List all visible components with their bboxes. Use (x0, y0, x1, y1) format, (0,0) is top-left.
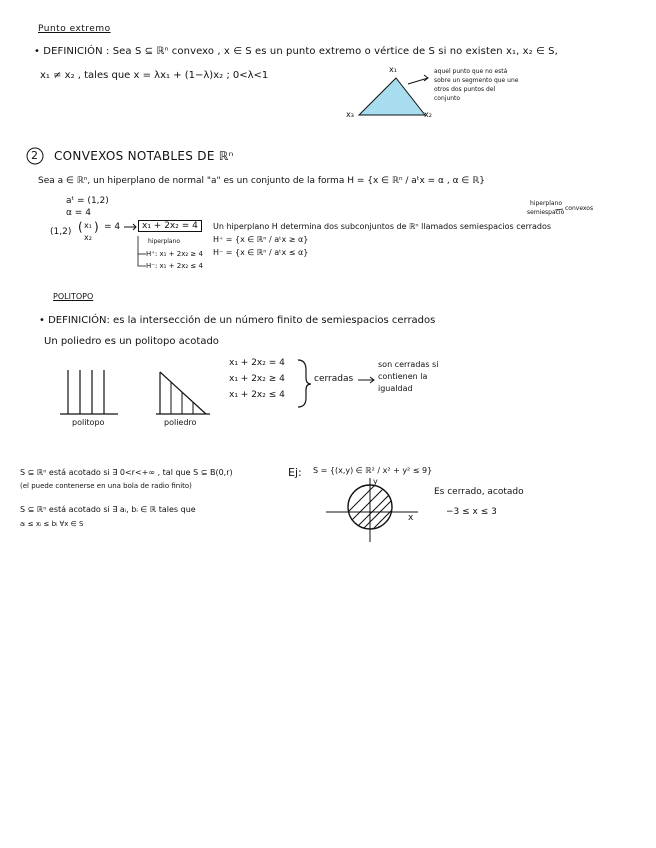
label-politopo: politopo (72, 418, 105, 427)
triangle-note-line-3: otros dos puntos del (434, 86, 496, 93)
hminus-definition: H⁻ = {x ∈ ℝⁿ / aᵗx ≤ α} (213, 248, 309, 257)
example-boxed-equation: x₁ + 2x₂ = 4 (138, 220, 202, 232)
matrix-bracket-left: ( (78, 220, 83, 234)
vertex-label-x2: x₂ (424, 110, 432, 119)
cerradas-note-line-2: contienen la (378, 372, 428, 381)
note-arrow-head (424, 75, 428, 81)
politopo-eq-1: x₁ + 2x₂ = 4 (229, 358, 285, 368)
example-x1: x₁ (84, 221, 92, 230)
politopo-definition: • DEFINICIÓN: es la intersección de un número finito de semiespacios cerrados (39, 315, 436, 326)
example-alpha: α = 4 (66, 208, 91, 218)
matrix-bracket-right: ) (94, 220, 99, 234)
section-title-politopo: POLITOPO (53, 292, 94, 301)
example-set: S = {(x,y) ∈ ℝ² / x² + y² ≤ 9} (313, 466, 433, 475)
curly-brace (298, 360, 311, 407)
acotado-definition-1-note: (el puede contenerse en una bola de radio finito) (20, 482, 192, 490)
example-at: aᵗ = (1,2) (66, 196, 109, 206)
note-arrow (408, 78, 428, 84)
triangle-shape (359, 78, 425, 115)
disc-example-sketch (326, 478, 418, 542)
definition-punto-extremo: • DEFINICIÓN : Sea S ⊆ ℝⁿ convexo , x ∈ S es un punto extremo o vértice de S si no existen x₁, x₂ ∈ S, (34, 46, 558, 57)
example-hiperplano-label: hiperplano (148, 238, 181, 245)
side-note-semiespacio: semiespacio (527, 209, 565, 216)
example-axis-x: x (408, 513, 414, 523)
example-axis-y: y (373, 477, 378, 486)
vertex-label-x3: x₃ (346, 110, 354, 119)
example-result: Es cerrado, acotado (434, 487, 524, 497)
side-note-hiperplano: hiperplano (530, 200, 563, 207)
example-hplus: H⁺: x₁ + 2x₂ ≥ 4 (146, 250, 203, 258)
halfspace-bracket (138, 236, 146, 266)
politopo-eq-3: x₁ + 2x₂ ≤ 4 (229, 390, 285, 400)
politopo-sketch (60, 370, 118, 414)
side-note-convexos: convexos (565, 205, 594, 212)
semiespacios-text: Un hiperplano H determina dos subconjuntos de ℝⁿ llamados semiespacios cerrados (213, 222, 552, 231)
hiperplano-definition: Sea a ∈ ℝⁿ, un hiperplano de normal "a" es un conjunto de la forma H = {x ∈ ℝⁿ / aᵗx = α , α ∈ ℝ} (38, 176, 485, 186)
poliedro-sketch (156, 372, 210, 414)
poliedro-text: Un poliedro es un politopo acotado (44, 336, 219, 347)
example-label: Ej: (288, 466, 302, 479)
definition-punto-extremo-cont: x₁ ≠ x₂ , tales que x = λx₁ + (1−λ)x₂ ; 0<λ<1 (40, 70, 269, 81)
triangle-note-line-2: sobre un segmento que une (434, 77, 519, 84)
politopo-eq-2: x₁ + 2x₂ ≥ 4 (229, 374, 285, 384)
example-equals-4: = 4 (104, 222, 121, 232)
cerradas-note-line-1: son cerradas si (378, 360, 439, 369)
label-poliedro: poliedro (164, 418, 197, 427)
example-range: −3 ≤ x ≤ 3 (446, 507, 497, 517)
triangle-note-line-1: aquel punto que no está (434, 68, 508, 75)
acotado-definition-1: S ⊆ ℝⁿ está acotado si ∃ 0<r<+∞ , tal que S ⊆ B(0,r) (20, 468, 233, 477)
vertex-label-x1: x₁ (389, 65, 397, 74)
section-title-convexos: CONVEXOS NOTABLES DE ℝⁿ (54, 149, 234, 163)
triangle-note-line-4: conjunto (434, 95, 461, 102)
hplus-definition: H⁺ = {x ∈ ℝⁿ / aᵗx ≥ α} (213, 235, 309, 244)
acotado-definition-2: S ⊆ ℝⁿ está acotado si ∃ aᵢ, bᵢ ∈ ℝ tales que (20, 505, 196, 514)
acotado-definition-2-cont: aᵢ ≤ xᵢ ≤ bᵢ ∀x ∈ S (20, 520, 84, 528)
example-hminus: H⁻: x₁ + 2x₂ ≤ 4 (146, 262, 203, 270)
example-x2: x₂ (84, 233, 92, 242)
example-row-vector: (1,2) (50, 227, 72, 237)
cerradas-note-line-3: igualdad (378, 384, 413, 393)
section-number: 2 (31, 149, 38, 162)
cerradas-label: cerradas (314, 374, 354, 384)
section-title-punto-extremo: Punto extremo (38, 24, 111, 34)
